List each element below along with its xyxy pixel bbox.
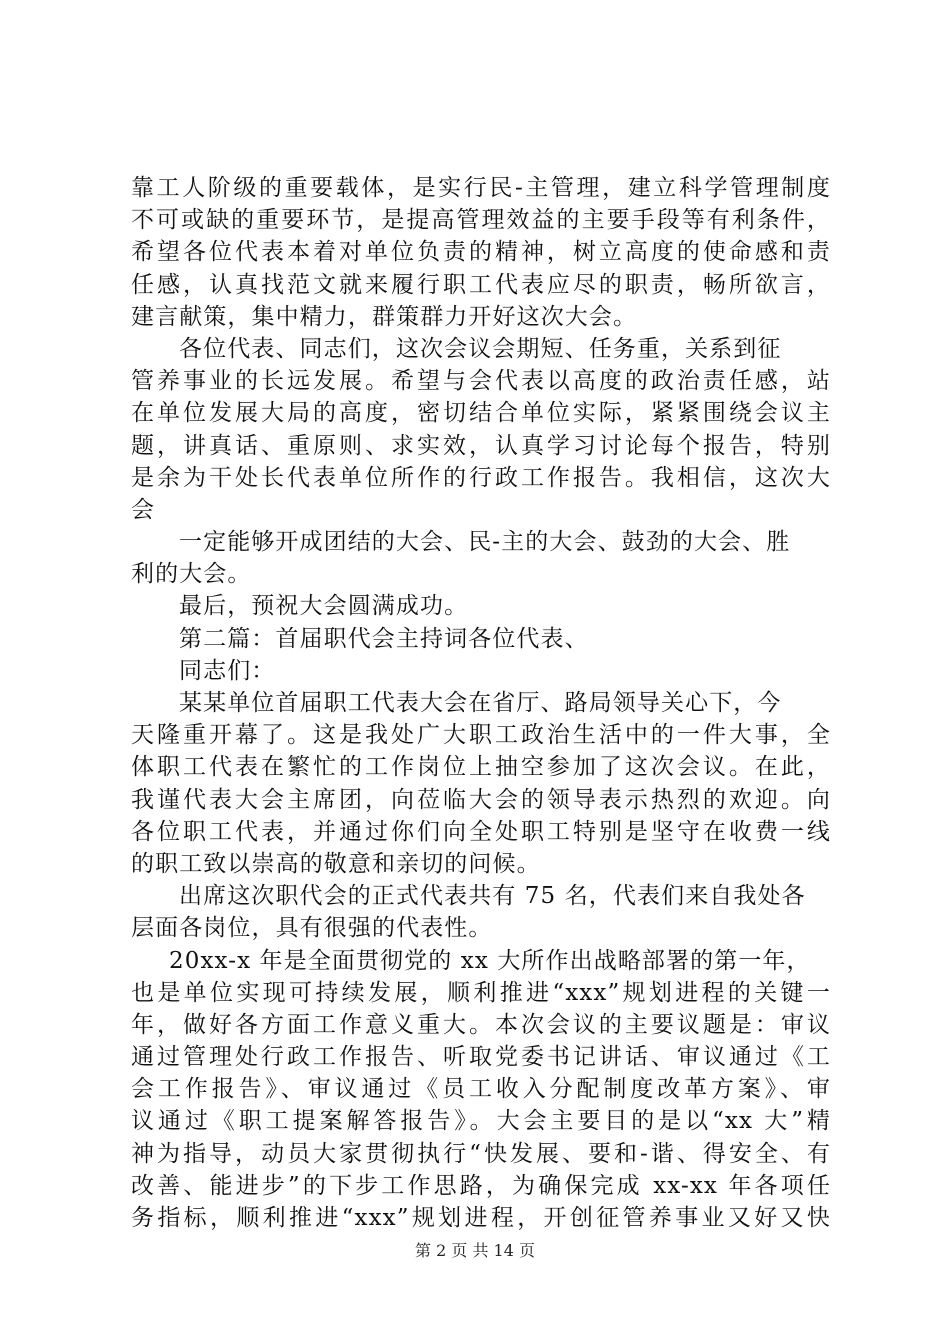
- text-line: 体职工代表在繁忙的工作岗位上抽空参加了这次会议。在此，: [131, 754, 831, 781]
- text-line: 务指标，顺利推进“xxx”规划进程，开创征管养事业又好又快: [131, 1205, 831, 1231]
- text-line: 神为指导，动员大家贯彻执行“快发展、要和-谐、得安全、有: [131, 1140, 831, 1167]
- text-line: 任感，认真找范文就来履行职工代表应尽的职责，畅所欲言，: [131, 271, 831, 298]
- text-line: 我谨代表大会主席团，向莅临大会的领导表示热烈的欢迎。向: [131, 786, 831, 813]
- text-line: 各位代表、同志们，这次会议会期短、任务重，关系到征: [179, 335, 782, 362]
- text-line: 希望各位代表本着对单位负责的精神，树立高度的使命感和责: [131, 239, 831, 266]
- text-line: 靠工人阶级的重要载体，是实行民-主管理，建立科学管理制度: [131, 175, 831, 201]
- text-line: 某某单位首届职工代表大会在省厅、路局领导关心下，今: [179, 690, 782, 716]
- section-heading: 第二篇：首届职代会主持词各位代表、: [179, 625, 589, 652]
- text-line: 会工作报告》、审议通过《员工收入分配制度改革方案》、审: [131, 1076, 831, 1103]
- text-line: 各位职工代表，并通过你们向全处职工特别是坚守在收费一线: [131, 818, 831, 845]
- page-number-footer: 第 2 页 共 14 页: [415, 1241, 535, 1260]
- text-line: 通过管理处行政工作报告、听取党委书记讲话、审议通过《工: [131, 1044, 831, 1071]
- document-body: [131, 172, 831, 1234]
- text-line: 同志们：: [179, 657, 276, 684]
- text-line: 层面各岗位，具有很强的代表性。: [131, 915, 493, 942]
- text-line: 改善、能进步”的下步工作思路，为确保完成 xx-xx 年各项任: [131, 1172, 831, 1199]
- text-line: 在单位发展大局的高度，密切结合单位实际，紧紧围绕会议主: [131, 400, 831, 427]
- text-line: 利的大会。: [131, 561, 252, 588]
- text-line: 的职工致以崇高的敬意和亲切的问候。: [131, 850, 541, 877]
- text-line: 出席这次职代会的正式代表共有 75 名，代表们来自我处各: [179, 883, 806, 910]
- text-line: 不可或缺的重要环节，是提高管理效益的主要手段等有利条件，: [131, 207, 831, 234]
- text-line: 议通过《职工提案解答报告》。大会主要目的是以“xx 大”精: [131, 1108, 831, 1135]
- text-line: 一定能够开成团结的大会、民-主的大会、鼓劲的大会、胜: [179, 529, 791, 556]
- text-line: 会: [131, 496, 156, 523]
- text-line: 建言献策，集中精力，群策群力开好这次大会。: [131, 303, 638, 330]
- text-line: 最后，预祝大会圆满成功。: [179, 593, 469, 620]
- text-line: 题，讲真话、重原则、求实效，认真学习讨论每个报告，特别: [131, 432, 831, 459]
- text-line: 管养事业的长远发展。希望与会代表以高度的政治责任感，站: [131, 368, 831, 395]
- text-line: 天隆重开幕了。这是我处广大职工政治生活中的一件大事，全: [131, 722, 831, 749]
- text-line: 20xx-x 年是全面贯彻党的 xx 大所作出战略部署的第一年，: [169, 947, 811, 974]
- text-line: 是余为干处长代表单位所作的行政工作报告。我相信，这次大: [131, 464, 831, 491]
- text-line: 也是单位实现可持续发展，顺利推进“xxx”规划进程的关键一: [131, 979, 831, 1006]
- text-line: 年，做好各方面工作意义重大。本次会议的主要议题是：审议: [131, 1011, 831, 1038]
